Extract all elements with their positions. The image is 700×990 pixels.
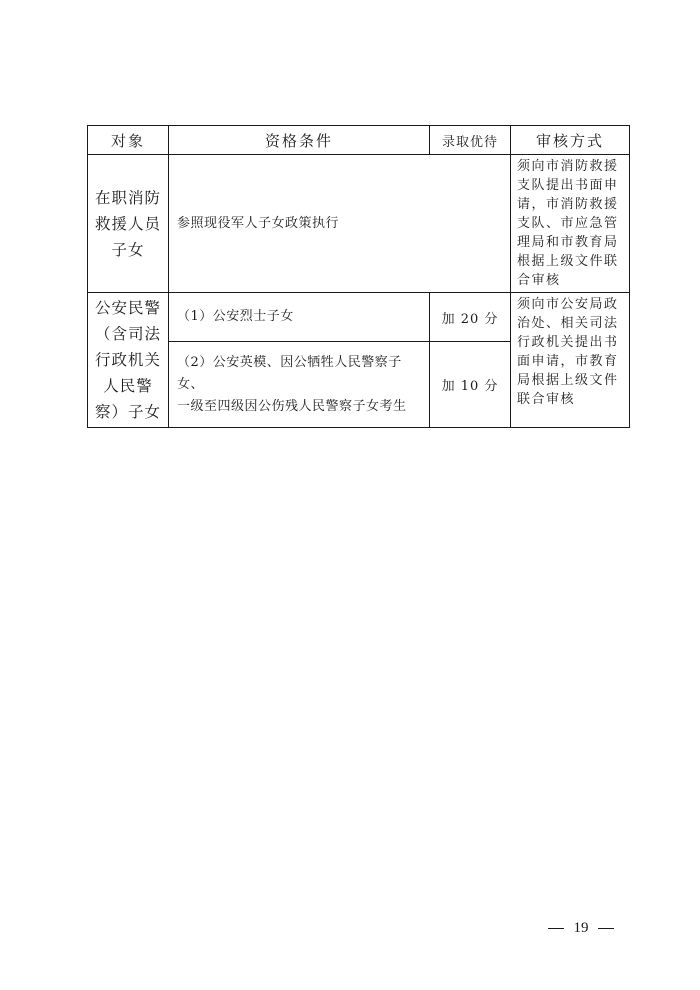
audit-line: 局根据上级文件 xyxy=(517,373,619,388)
admission-policy-table xyxy=(87,125,630,428)
audit-line: 请，市消防救援 xyxy=(517,197,619,212)
header-audit: 审核方式 xyxy=(511,126,630,155)
object-cell-police xyxy=(88,293,169,428)
audit-line: 理局和市教育局 xyxy=(517,235,619,250)
object-line: 子女 xyxy=(111,240,145,259)
object-line: 在职消防 xyxy=(94,188,161,207)
audit-line: 须向市公安局政 xyxy=(517,297,619,312)
header-bonus: 录取优待 xyxy=(430,126,511,155)
audit-line: 须向市消防救援 xyxy=(517,159,619,174)
footer-dash-left xyxy=(548,928,564,929)
audit-line: 支队、市应急管 xyxy=(517,216,619,231)
audit-line: 治处、相关司法 xyxy=(517,316,619,331)
object-cell-fire-rescue xyxy=(88,155,169,293)
table-row-fire-rescue xyxy=(88,155,630,293)
audit-cell-police xyxy=(511,293,630,428)
condition-cell-fire-rescue: 参照现役军人子女政策执行 xyxy=(169,155,511,293)
header-object: 对象 xyxy=(88,126,169,155)
bonus-cell-police-martyr: 加 20 分 xyxy=(430,293,511,342)
object-line: 救援人员 xyxy=(94,214,161,233)
table-row-police-martyr xyxy=(88,293,630,342)
audit-cell-fire-rescue xyxy=(511,155,630,293)
audit-line: 行政机关提出书 xyxy=(517,335,619,350)
audit-line: 支队提出书面申 xyxy=(517,178,619,193)
audit-line: 合审核 xyxy=(517,273,561,288)
object-line: （含司法 xyxy=(94,325,161,343)
table-header-row xyxy=(88,126,630,155)
audit-line: 面申请，市教育 xyxy=(517,354,619,369)
condition-line: 一级至四级因公伤残人民警察子女考生 xyxy=(177,398,407,414)
page-number: 19 xyxy=(573,920,589,936)
condition-cell-police-hero xyxy=(169,342,430,428)
object-line: 察）子女 xyxy=(94,403,161,421)
audit-line: 根据上级文件联 xyxy=(517,254,619,269)
header-conditions: 资格条件 xyxy=(169,126,430,155)
object-line: 公安民警 xyxy=(94,299,161,317)
object-line: 行政机关 xyxy=(94,351,161,369)
object-line: 人民警 xyxy=(103,377,153,395)
condition-line: （2）公安英模、因公牺牲人民警察子女、 xyxy=(177,354,402,392)
page-footer xyxy=(548,918,614,938)
bonus-cell-police-hero: 加 10 分 xyxy=(430,342,511,428)
condition-cell-police-martyr: （1）公安烈士子女 xyxy=(169,293,430,342)
footer-dash-right xyxy=(598,928,614,929)
audit-line: 联合审核 xyxy=(517,392,576,407)
